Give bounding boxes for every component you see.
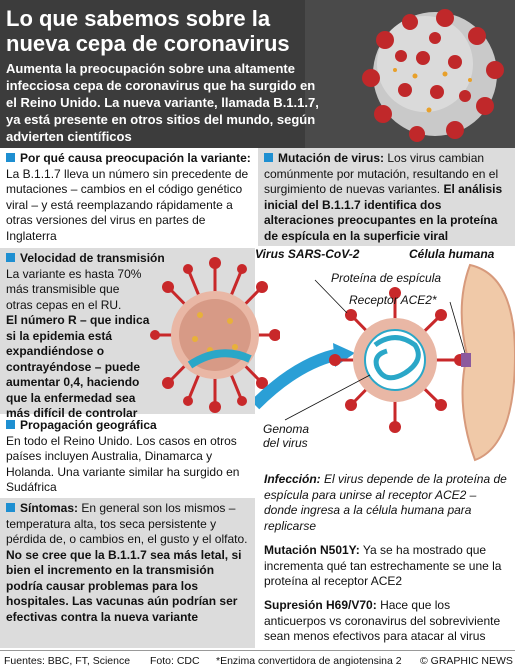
section-text: La B.1.1.7 lleva un número sin precedente de mutaciones – cambios en el código genético viral – y está reemplazando rápidamente a otras versiones del virus en partes de Inglaterra <box>6 166 249 243</box>
section-text: Ya se ha mostrado que incrementa qué tan estrechamente se une la proteína al receptor ACE2 <box>264 543 502 588</box>
bullet-square-icon <box>6 420 15 429</box>
section-text: Los virus cambian comúnmente por mutación, resultando en el surgimiento de nuevas variantes. <box>264 151 499 196</box>
footer <box>0 650 515 671</box>
section-preocupacion <box>6 151 252 244</box>
bullet-square-icon <box>6 153 15 162</box>
genome-label: Genoma del virus <box>263 422 310 450</box>
footer-photo-credit: Foto: CDC <box>150 655 200 667</box>
page-title: Lo que sabemos sobre la nueva cepa de coronavirus <box>6 6 290 56</box>
section-text: La variante es hasta 70% más transmisible que otras cepas en el RU. <box>6 266 142 312</box>
section-n501y <box>264 543 512 590</box>
section-bold-text: El número R – que indica si la epidemia está expandiéndose o contrayéndose – puede aumentar 0,4, haciendo que la enfermedad sea más difícil de controlar <box>6 313 150 420</box>
section-infeccion <box>264 472 512 534</box>
section-propagacion <box>6 418 252 496</box>
section-bold-text: No se cree que la B.1.1.7 sea más letal, si bien el incremento en la transmisión podría causar problemas para los hospitales. Las vacunas aún podrían ser efectivas contra la nueva variante <box>6 547 242 624</box>
section-heading: Síntomas: <box>20 501 79 515</box>
section-mutacion <box>258 148 515 246</box>
footer-sources: Fuentes: BBC, FT, Science <box>4 655 131 667</box>
bullet-square-icon <box>6 503 15 512</box>
section-bold-text: El análisis inicial del B.1.1.7 identifica dos alteraciones preocupantes en la proteína de espícula en la superficie viral <box>264 182 503 243</box>
bullet-square-icon <box>264 153 273 162</box>
section-heading: Mutación de virus: <box>278 151 385 165</box>
header-banner <box>0 0 515 148</box>
infection-diagram <box>255 245 515 465</box>
section-heading: Por qué causa preocupación la variante: <box>20 151 251 165</box>
virus-label: Virus SARS-CoV-2 <box>255 247 360 261</box>
section-heading: Propagación geográfica <box>20 418 157 432</box>
page-subtitle: Aumenta la preocupación sobre una altamente infecciosa cepa de coronavirus que ha surgido en el Reino Unido. La nueva variante, llamada B.1.1.7, ya está presente en otros sitios del mundo, según advierten científicos <box>6 61 319 144</box>
section-heading: Velocidad de transmisión <box>20 251 165 265</box>
footer-note: *Enzima convertidora de angiotensina 2 <box>216 655 402 667</box>
section-h69v70 <box>264 598 512 645</box>
footer-credit: © GRAPHIC NEWS <box>420 655 513 667</box>
section-heading: Infección: <box>264 472 321 486</box>
coronavirus-photo <box>305 0 515 148</box>
section-text: En general son los mismos – temperatura alta, tos seca persistente y pérdida de, o cambios en, el gusto y el olfato. <box>6 501 248 546</box>
cell-label: Célula humana <box>409 247 495 261</box>
spike-label: Proteína de espícula <box>331 271 442 285</box>
section-text: En todo el Reino Unido. Los casos en otros países incluyen Australia, Dinamarca y Holanda. Una variante similar ha surgido en Sudáfrica <box>6 433 240 494</box>
section-text: El virus depende de la proteína de espícula para unirse al receptor ACE2 – donde ingresa a la célula humana para replicarse <box>264 472 507 533</box>
section-heading: Supresión H69/V70: <box>264 598 377 612</box>
section-sintomas <box>0 498 255 648</box>
receptor-label: Receptor ACE2* <box>349 293 437 307</box>
section-heading: Mutación N501Y: <box>264 543 360 557</box>
bullet-square-icon <box>6 253 15 262</box>
section-text: Hace que los anticuerpos vs coronavirus del sobreviviente sean menos efectivos para atacar al virus <box>264 598 501 643</box>
